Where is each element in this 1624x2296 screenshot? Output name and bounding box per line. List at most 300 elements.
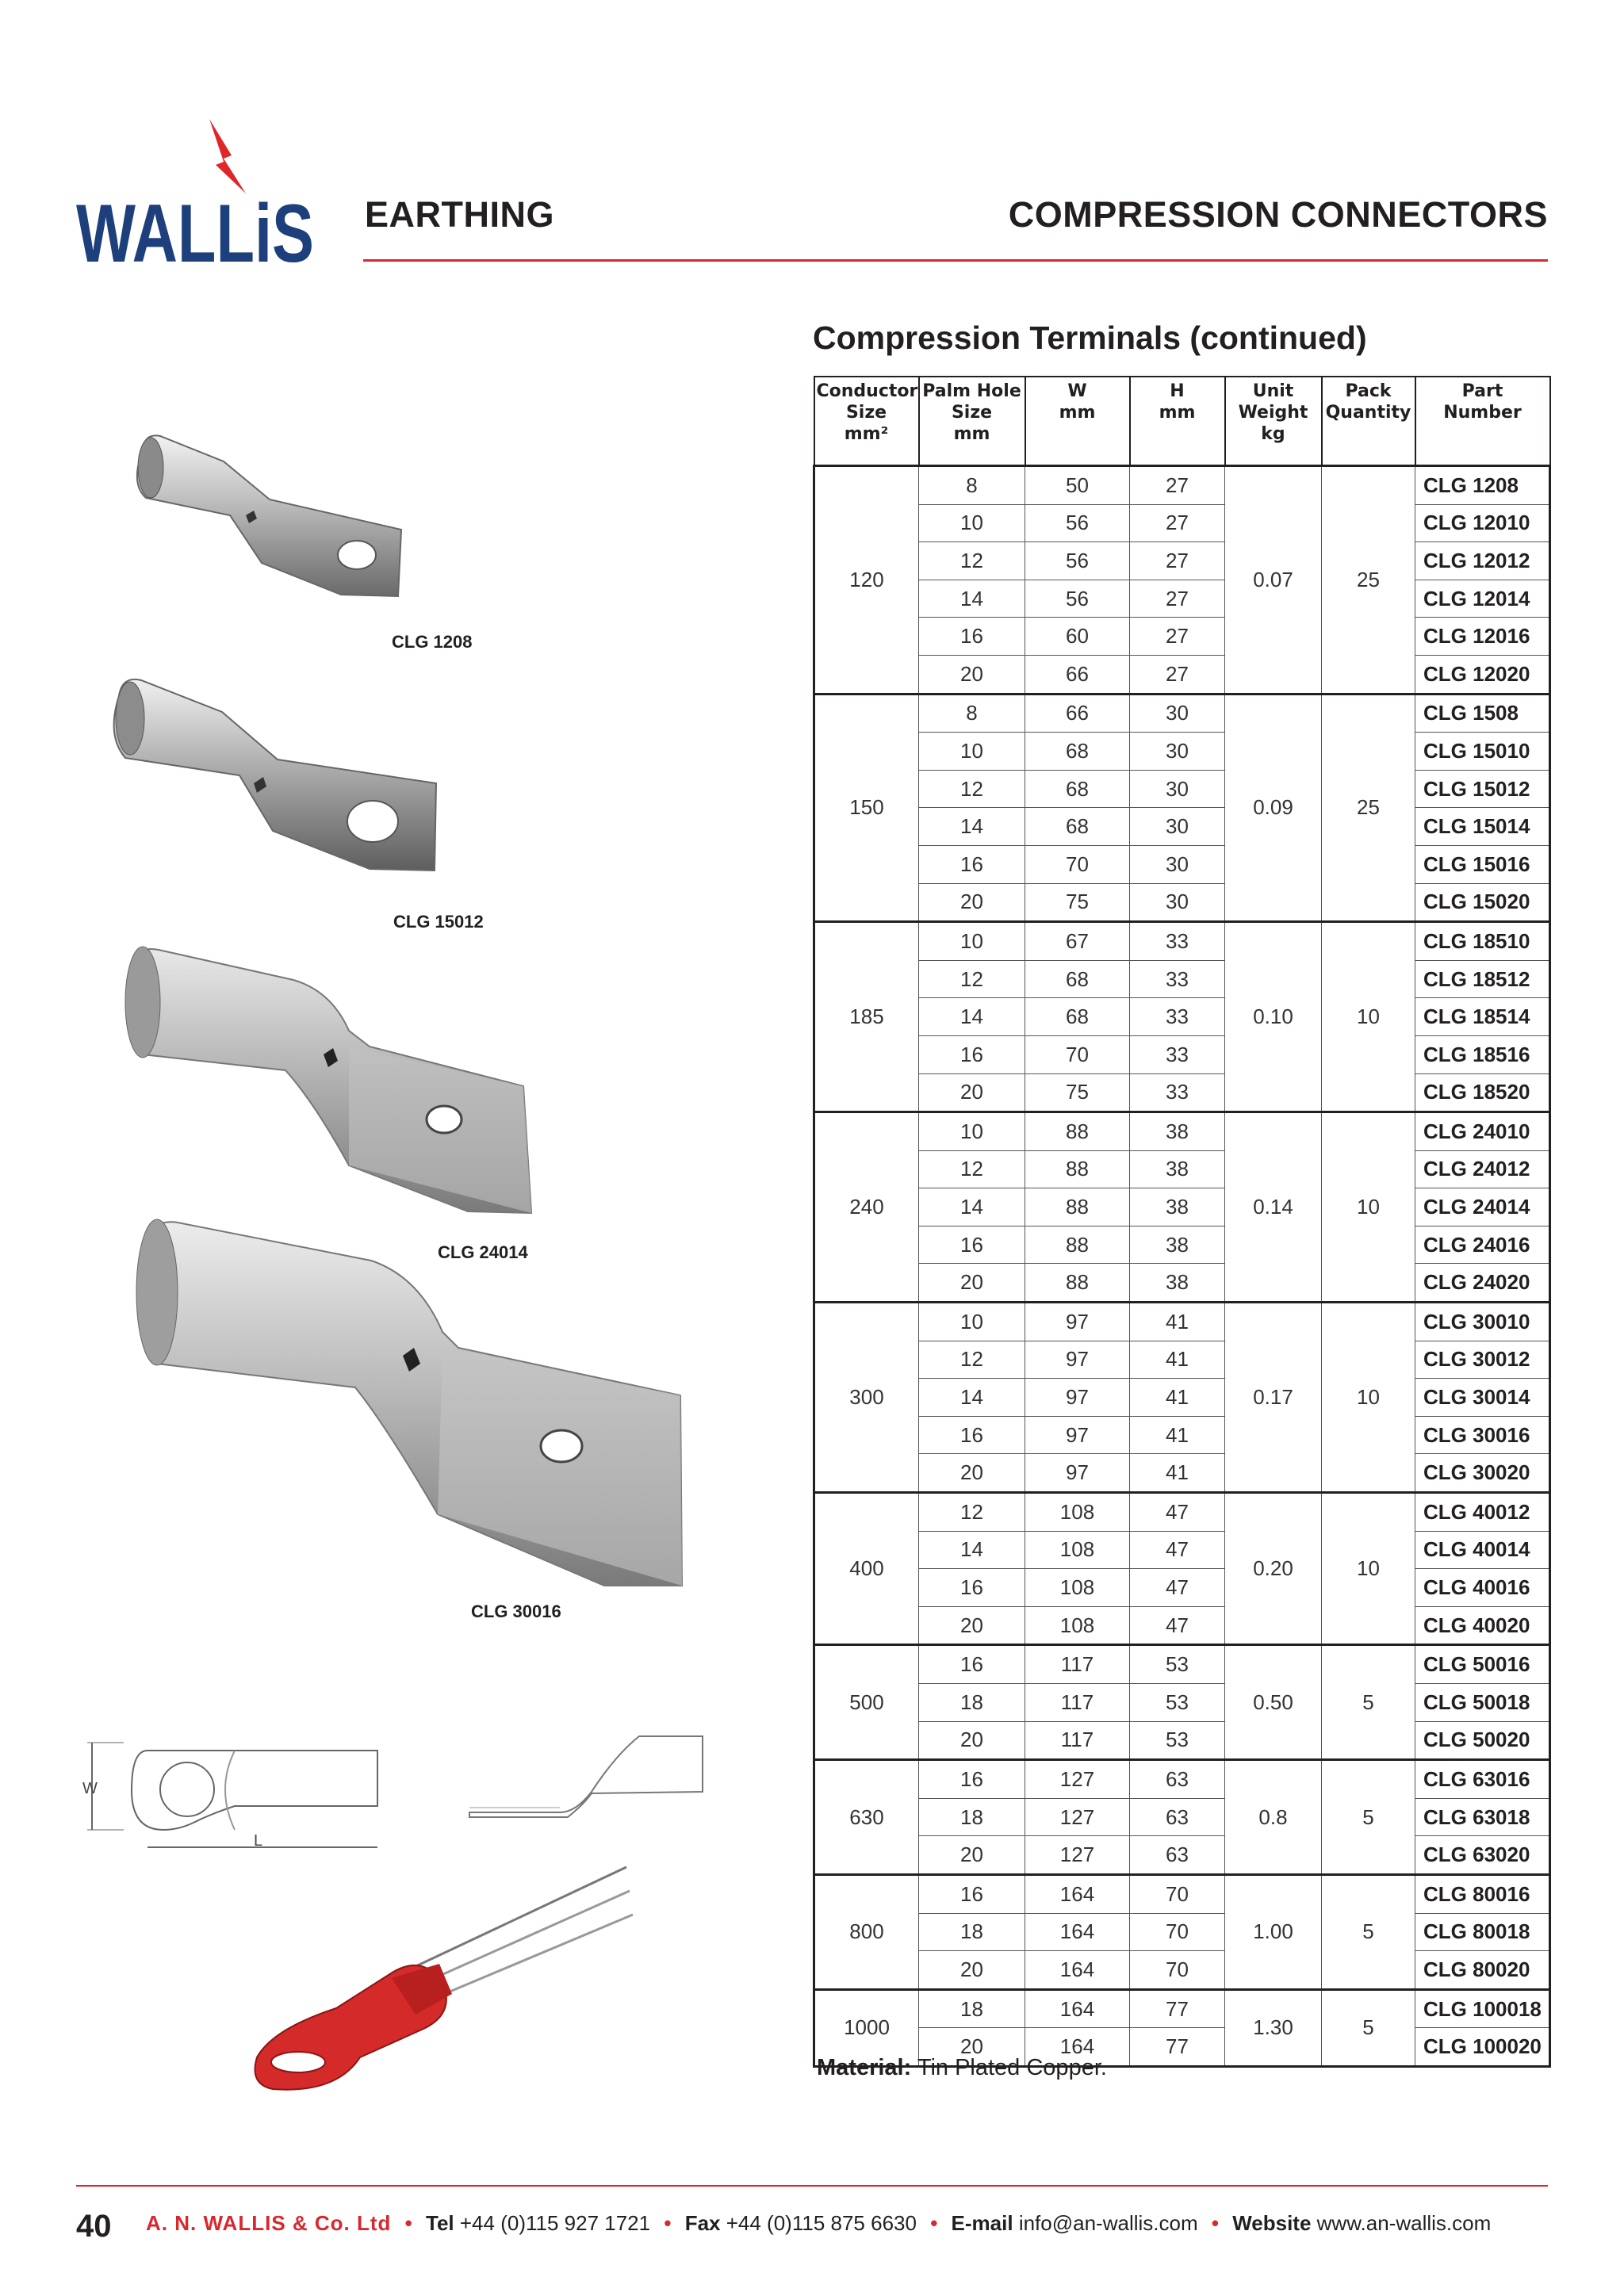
cell-w: 68 (1025, 808, 1130, 846)
footer-separator: • (404, 2211, 412, 2235)
header-palm-hole-size (919, 377, 1025, 466)
cell-h: 53 (1130, 1645, 1225, 1684)
table-row (814, 922, 1550, 961)
cell-h: 27 (1130, 504, 1225, 542)
cell-h: 41 (1130, 1341, 1225, 1379)
cell-palm-hole: 16 (919, 1569, 1025, 1607)
cell-h: 70 (1130, 1951, 1225, 1990)
cell-pack-quantity: 5 (1322, 1760, 1415, 1875)
cell-part-number: CLG 40016 (1415, 1569, 1550, 1607)
dimension-diagram-top (76, 1727, 393, 1854)
cell-conductor-size: 500 (814, 1645, 919, 1760)
table-body (814, 466, 1550, 2067)
cell-h: 41 (1130, 1416, 1225, 1454)
cell-palm-hole: 14 (919, 998, 1025, 1036)
header-line: Palm Hole (922, 381, 1021, 401)
cell-part-number: CLG 12012 (1415, 542, 1550, 580)
header-line: Size (845, 403, 887, 423)
header-line: kg (1261, 424, 1285, 444)
cell-part-number: CLG 63016 (1415, 1760, 1550, 1799)
cell-part-number: CLG 30010 (1415, 1303, 1550, 1341)
cell-h: 47 (1130, 1493, 1225, 1532)
cell-part-number: CLG 63020 (1415, 1836, 1550, 1875)
cell-h: 47 (1130, 1569, 1225, 1607)
cell-unit-weight: 0.09 (1225, 694, 1322, 922)
cell-part-number: CLG 15012 (1415, 770, 1550, 808)
cell-conductor-size: 185 (814, 922, 919, 1112)
cell-palm-hole: 18 (919, 1989, 1025, 2028)
table-row (814, 845, 1550, 883)
table-row (814, 1150, 1550, 1188)
cell-conductor-size: 240 (814, 1112, 919, 1303)
cell-part-number: CLG 12020 (1415, 655, 1550, 694)
cell-palm-hole: 20 (919, 1073, 1025, 1112)
cell-part-number: CLG 15016 (1415, 845, 1550, 883)
table-row (814, 466, 1550, 505)
cell-part-number: CLG 15020 (1415, 883, 1550, 922)
cell-palm-hole: 16 (919, 618, 1025, 656)
cell-palm-hole: 20 (919, 1951, 1025, 1990)
cell-h: 41 (1130, 1454, 1225, 1493)
cell-w: 70 (1025, 845, 1130, 883)
cell-part-number: CLG 1508 (1415, 694, 1550, 733)
header-line: W (1067, 381, 1087, 401)
cell-palm-hole: 12 (919, 770, 1025, 808)
header-line: Conductor (816, 381, 918, 401)
cell-palm-hole: 10 (919, 1112, 1025, 1151)
logo-text: WALLiS (76, 188, 314, 280)
cell-part-number: CLG 40012 (1415, 1493, 1550, 1532)
header-line: mm (953, 424, 990, 444)
cell-part-number: CLG 24012 (1415, 1150, 1550, 1188)
cell-palm-hole: 20 (919, 1836, 1025, 1875)
cell-w: 67 (1025, 922, 1130, 961)
cell-part-number: CLG 15010 (1415, 733, 1550, 771)
footer-contact (146, 2211, 1491, 2236)
header-line: mm (1059, 403, 1096, 423)
cell-unit-weight: 1.00 (1225, 1874, 1322, 1989)
cell-palm-hole: 16 (919, 845, 1025, 883)
table-row (814, 1569, 1550, 1607)
cell-pack-quantity: 10 (1322, 922, 1415, 1112)
header-conductor-size (814, 377, 919, 466)
cell-palm-hole: 14 (919, 580, 1025, 618)
table-row (814, 1874, 1550, 1913)
cell-part-number: CLG 100020 (1415, 2028, 1550, 2067)
cell-h: 63 (1130, 1760, 1225, 1799)
cell-h: 33 (1130, 998, 1225, 1036)
cell-w: 68 (1025, 770, 1130, 808)
cell-w: 164 (1025, 1913, 1130, 1951)
cell-part-number: CLG 40014 (1415, 1531, 1550, 1569)
cell-w: 60 (1025, 618, 1130, 656)
cell-palm-hole: 16 (919, 1226, 1025, 1264)
footer-email-label: E-mail (951, 2211, 1013, 2235)
header-line: Unit (1252, 381, 1294, 401)
lug-image-clg-30016 (133, 1213, 688, 1601)
caption-clg-24014: CLG 24014 (438, 1242, 528, 1262)
table-row (814, 1645, 1550, 1684)
cell-w: 127 (1025, 1760, 1130, 1799)
cell-pack-quantity: 25 (1322, 694, 1415, 922)
cell-w: 88 (1025, 1264, 1130, 1303)
header-line: Part (1461, 381, 1503, 401)
cell-w: 68 (1025, 960, 1130, 998)
cell-palm-hole: 16 (919, 1035, 1025, 1073)
cell-w: 117 (1025, 1684, 1130, 1722)
cell-palm-hole: 10 (919, 504, 1025, 542)
cell-h: 27 (1130, 466, 1225, 505)
table-row (814, 960, 1550, 998)
cell-h: 53 (1130, 1721, 1225, 1760)
cell-palm-hole: 10 (919, 1303, 1025, 1341)
cell-palm-hole: 20 (919, 883, 1025, 922)
table-row (814, 1035, 1550, 1073)
cell-part-number: CLG 24016 (1415, 1226, 1550, 1264)
cell-unit-weight: 1.30 (1225, 1989, 1322, 2066)
cell-palm-hole: 8 (919, 466, 1025, 505)
cell-palm-hole: 20 (919, 1606, 1025, 1645)
cell-part-number: CLG 80020 (1415, 1951, 1550, 1990)
cell-palm-hole: 16 (919, 1874, 1025, 1913)
table-row (814, 1226, 1550, 1264)
cell-part-number: CLG 12014 (1415, 580, 1550, 618)
header-w-mm (1025, 377, 1130, 466)
caption-clg-30016: CLG 30016 (471, 1601, 561, 1621)
footer-fax-label: Fax (684, 2211, 721, 2235)
cell-w: 164 (1025, 2028, 1130, 2067)
cell-palm-hole: 14 (919, 808, 1025, 846)
cell-part-number: CLG 50016 (1415, 1645, 1550, 1684)
cell-h: 30 (1130, 845, 1225, 883)
table-row (814, 1493, 1550, 1532)
cell-h: 77 (1130, 1989, 1225, 2028)
cell-h: 47 (1130, 1531, 1225, 1569)
dimension-label-l: L (254, 1832, 263, 1850)
cell-h: 33 (1130, 1035, 1225, 1073)
cell-unit-weight: 0.10 (1225, 922, 1322, 1112)
header-section: COMPRESSION CONNECTORS (1008, 194, 1548, 235)
cell-palm-hole: 12 (919, 1493, 1025, 1532)
cell-h: 33 (1130, 1073, 1225, 1112)
cell-palm-hole: 18 (919, 1684, 1025, 1722)
cell-w: 66 (1025, 655, 1130, 694)
cell-part-number: CLG 12010 (1415, 504, 1550, 542)
cell-w: 117 (1025, 1721, 1130, 1760)
table-row (814, 1454, 1550, 1493)
header-pack-quantity (1322, 377, 1415, 466)
cell-part-number: CLG 18514 (1415, 998, 1550, 1036)
cell-palm-hole: 16 (919, 1760, 1025, 1799)
table-row (814, 1684, 1550, 1722)
cell-conductor-size: 300 (814, 1303, 919, 1493)
cell-h: 41 (1130, 1303, 1225, 1341)
header-line: Pack (1345, 381, 1392, 401)
cell-palm-hole: 20 (919, 1721, 1025, 1760)
lug-image-clg-24014 (119, 943, 539, 1229)
cell-h: 30 (1130, 733, 1225, 771)
table-row (814, 1951, 1550, 1990)
cell-h: 30 (1130, 883, 1225, 922)
header-part-number (1415, 377, 1550, 466)
cell-part-number: CLG 1208 (1415, 466, 1550, 505)
cell-w: 97 (1025, 1341, 1130, 1379)
cell-part-number: CLG 18510 (1415, 922, 1550, 961)
cell-w: 50 (1025, 466, 1130, 505)
cell-part-number: CLG 40020 (1415, 1606, 1550, 1645)
cell-palm-hole: 12 (919, 542, 1025, 580)
footer-tel: +44 (0)115 927 1721 (459, 2211, 651, 2235)
footer-separator: • (930, 2211, 938, 2235)
cell-pack-quantity: 10 (1322, 1303, 1415, 1493)
material-value: Tin Plated Copper. (917, 2055, 1107, 2080)
footer-tel-label: Tel (426, 2211, 454, 2235)
cell-w: 108 (1025, 1531, 1130, 1569)
cell-palm-hole: 16 (919, 1416, 1025, 1454)
footer-company: A. N. WALLIS & Co. Ltd (146, 2211, 392, 2235)
cell-h: 70 (1130, 1874, 1225, 1913)
table-row (814, 770, 1550, 808)
table-row (814, 580, 1550, 618)
cell-palm-hole: 14 (919, 1531, 1025, 1569)
table-row (814, 1989, 1550, 2028)
cell-part-number: CLG 24020 (1415, 1264, 1550, 1303)
table-row (814, 1913, 1550, 1951)
cell-w: 97 (1025, 1379, 1130, 1417)
cell-h: 53 (1130, 1684, 1225, 1722)
table-row (814, 1760, 1550, 1799)
caption-clg-15012: CLG 15012 (393, 912, 484, 932)
cell-w: 108 (1025, 1493, 1130, 1532)
cell-h: 30 (1130, 694, 1225, 733)
material-label: Material: (817, 2055, 912, 2080)
cell-w: 88 (1025, 1226, 1130, 1264)
cell-part-number: CLG 30014 (1415, 1379, 1550, 1417)
header-line: mm (1159, 403, 1196, 423)
header-line: Weight (1238, 403, 1308, 423)
table-row (814, 1836, 1550, 1875)
material-note (817, 2055, 1107, 2081)
cell-w: 117 (1025, 1645, 1130, 1684)
cell-part-number: CLG 30020 (1415, 1454, 1550, 1493)
cell-pack-quantity: 5 (1322, 1645, 1415, 1760)
cell-part-number: CLG 18520 (1415, 1073, 1550, 1112)
cell-unit-weight: 0.17 (1225, 1303, 1322, 1493)
cell-part-number: CLG 50020 (1415, 1721, 1550, 1760)
insulated-lug-image (249, 1859, 638, 2097)
cell-part-number: CLG 80016 (1415, 1874, 1550, 1913)
cell-h: 33 (1130, 960, 1225, 998)
cell-h: 38 (1130, 1112, 1225, 1151)
cell-conductor-size: 150 (814, 694, 919, 922)
cell-w: 127 (1025, 1798, 1130, 1836)
cell-palm-hole: 20 (919, 2028, 1025, 2067)
cell-conductor-size: 400 (814, 1493, 919, 1645)
cell-palm-hole: 20 (919, 1454, 1025, 1493)
table-row (814, 1112, 1550, 1151)
header-line: H (1170, 381, 1185, 401)
cell-palm-hole: 12 (919, 1341, 1025, 1379)
table-row (814, 883, 1550, 922)
cell-h: 30 (1130, 808, 1225, 846)
cell-palm-hole: 16 (919, 1645, 1025, 1684)
cell-w: 97 (1025, 1303, 1130, 1341)
cell-w: 127 (1025, 1836, 1130, 1875)
table-header-row (814, 377, 1550, 466)
footer-website-link[interactable]: www.an-wallis.com (1316, 2211, 1492, 2235)
cell-w: 164 (1025, 1989, 1130, 2028)
page-number: 40 (76, 2209, 112, 2244)
cell-h: 70 (1130, 1913, 1225, 1951)
header-line: Quantity (1325, 403, 1411, 423)
cell-palm-hole: 20 (919, 1264, 1025, 1303)
wallis-logo (76, 119, 322, 280)
cell-pack-quantity: 5 (1322, 1874, 1415, 1989)
section-title: Compression Terminals (continued) (813, 320, 1367, 356)
cell-w: 70 (1025, 1035, 1130, 1073)
cell-w: 164 (1025, 1951, 1130, 1990)
cell-palm-hole: 18 (919, 1798, 1025, 1836)
cell-unit-weight: 0.50 (1225, 1645, 1322, 1760)
cell-h: 27 (1130, 542, 1225, 580)
cell-conductor-size: 1000 (814, 1989, 919, 2066)
profile-diagram-side (465, 1728, 710, 1823)
cell-h: 38 (1130, 1150, 1225, 1188)
cell-palm-hole: 18 (919, 1913, 1025, 1951)
cell-palm-hole: 14 (919, 1188, 1025, 1226)
cell-palm-hole: 10 (919, 922, 1025, 961)
table-row (814, 1721, 1550, 1760)
cell-part-number: CLG 18512 (1415, 960, 1550, 998)
cell-h: 33 (1130, 922, 1225, 961)
cell-conductor-size: 630 (814, 1760, 919, 1875)
cell-palm-hole: 14 (919, 1379, 1025, 1417)
cell-pack-quantity: 10 (1322, 1112, 1415, 1303)
cell-h: 27 (1130, 655, 1225, 694)
lug-image-clg-15012 (103, 672, 444, 886)
caption-clg-1208: CLG 1208 (392, 632, 473, 652)
cell-w: 164 (1025, 1874, 1130, 1913)
cell-w: 75 (1025, 1073, 1130, 1112)
cell-part-number: CLG 15014 (1415, 808, 1550, 846)
footer-rule (76, 2185, 1548, 2187)
cell-palm-hole: 12 (919, 1150, 1025, 1188)
table-row (814, 1416, 1550, 1454)
cell-w: 88 (1025, 1112, 1130, 1151)
cell-h: 38 (1130, 1226, 1225, 1264)
cell-w: 88 (1025, 1150, 1130, 1188)
cell-h: 38 (1130, 1188, 1225, 1226)
table-row (814, 1303, 1550, 1341)
cell-palm-hole: 12 (919, 960, 1025, 998)
header-line: Size (951, 403, 993, 423)
cell-w: 97 (1025, 1454, 1130, 1493)
cell-palm-hole: 10 (919, 733, 1025, 771)
table-row (814, 1264, 1550, 1303)
cell-w: 108 (1025, 1606, 1130, 1645)
cell-pack-quantity: 25 (1322, 466, 1415, 695)
cell-part-number: CLG 18516 (1415, 1035, 1550, 1073)
cell-part-number: CLG 30012 (1415, 1341, 1550, 1379)
cell-w: 56 (1025, 580, 1130, 618)
cell-palm-hole: 20 (919, 655, 1025, 694)
cell-palm-hole: 8 (919, 694, 1025, 733)
table-row (814, 1606, 1550, 1645)
cell-part-number: CLG 24014 (1415, 1188, 1550, 1226)
cell-w: 97 (1025, 1416, 1130, 1454)
cell-h: 30 (1130, 770, 1225, 808)
cell-h: 41 (1130, 1379, 1225, 1417)
table-row (814, 1798, 1550, 1836)
table-row (814, 542, 1550, 580)
cell-part-number: CLG 63018 (1415, 1798, 1550, 1836)
cell-h: 47 (1130, 1606, 1225, 1645)
footer-separator: • (1211, 2211, 1219, 2235)
header-unit-weight (1225, 377, 1322, 466)
cell-h: 77 (1130, 2028, 1225, 2067)
header-rule (363, 259, 1548, 262)
cell-h: 27 (1130, 618, 1225, 656)
footer-fax: +44 (0)115 875 6630 (726, 2211, 917, 2235)
cell-w: 68 (1025, 733, 1130, 771)
cell-w: 68 (1025, 998, 1130, 1036)
cell-part-number: CLG 30016 (1415, 1416, 1550, 1454)
cell-w: 88 (1025, 1188, 1130, 1226)
table-row (814, 808, 1550, 846)
cell-h: 63 (1130, 1798, 1225, 1836)
cell-w: 56 (1025, 504, 1130, 542)
cell-w: 75 (1025, 883, 1130, 922)
cell-part-number: CLG 80018 (1415, 1913, 1550, 1951)
cell-w: 66 (1025, 694, 1130, 733)
table-row (814, 618, 1550, 656)
cell-conductor-size: 120 (814, 466, 919, 695)
cell-part-number: CLG 50018 (1415, 1684, 1550, 1722)
dimension-label-w: W (82, 1780, 98, 1797)
cell-part-number: CLG 100018 (1415, 1989, 1550, 2028)
table-row (814, 1531, 1550, 1569)
header-category: EARTHING (365, 194, 554, 235)
cell-part-number: CLG 12016 (1415, 618, 1550, 656)
lightning-bolt-icon (209, 119, 246, 193)
table-row (814, 1188, 1550, 1226)
table-row (814, 733, 1550, 771)
table-row (814, 655, 1550, 694)
cell-unit-weight: 0.07 (1225, 466, 1322, 695)
table-row (814, 1073, 1550, 1112)
cell-unit-weight: 0.20 (1225, 1493, 1322, 1645)
cell-h: 63 (1130, 1836, 1225, 1875)
header-line: mm² (844, 424, 889, 444)
header-line: Number (1443, 403, 1522, 423)
cell-h: 38 (1130, 1264, 1225, 1303)
cell-pack-quantity: 5 (1322, 1989, 1415, 2066)
table-row (814, 1341, 1550, 1379)
footer-email-link[interactable]: info@an-wallis.com (1018, 2211, 1198, 2235)
table-row (814, 694, 1550, 733)
cell-pack-quantity: 10 (1322, 1493, 1415, 1645)
header-h-mm (1130, 377, 1225, 466)
table-row (814, 1379, 1550, 1417)
lug-image-clg-1208 (119, 428, 420, 618)
spec-table (813, 376, 1551, 2068)
footer-separator: • (664, 2211, 672, 2235)
cell-w: 56 (1025, 542, 1130, 580)
cell-h: 27 (1130, 580, 1225, 618)
cell-unit-weight: 0.8 (1225, 1760, 1322, 1875)
table-row (814, 504, 1550, 542)
cell-conductor-size: 800 (814, 1874, 919, 1989)
